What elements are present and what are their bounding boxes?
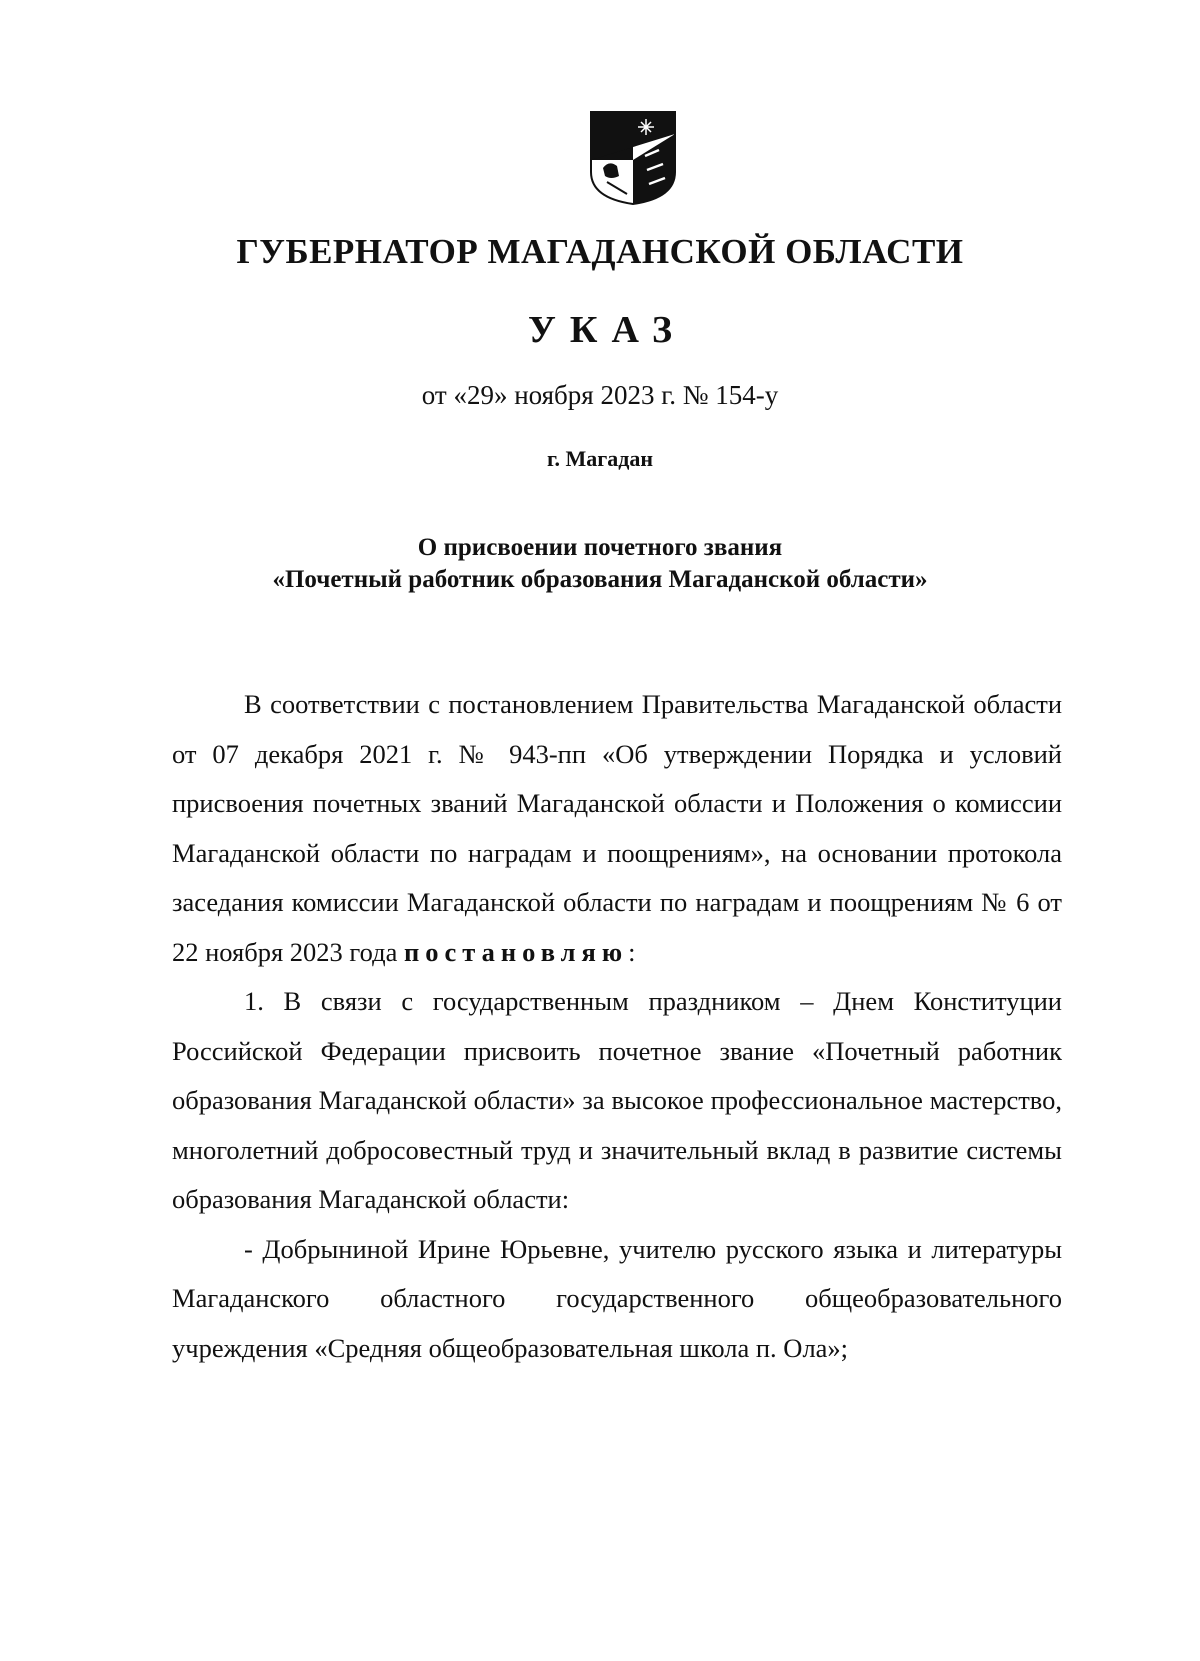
document-date-number: от «29» ноября 2023 г. № 154-у — [421, 380, 779, 410]
decree-word: постановляю — [403, 936, 629, 967]
subject-line-2: «Почетный работник образования Магаданской области» — [272, 566, 928, 593]
preamble-end: : — [628, 936, 636, 967]
document-body — [172, 680, 1062, 1373]
awardee-paragraph: - Добрыниной Ирине Юрьевне, учителю русского языка и литературы Магаданского областного государственного общеобразовательного учреждения «Средняя общеобразовательная школа п. Ола»; — [172, 1233, 1062, 1363]
coat-of-arms-emblem — [589, 110, 677, 206]
subject-line-1: О присвоении почетного звания — [417, 534, 783, 561]
document-city: г. Магадан — [546, 446, 654, 471]
document-subject — [0, 532, 1200, 596]
issuing-authority-title: ГУБЕРНАТОР МАГАДАНСКОЙ ОБЛАСТИ — [236, 232, 964, 271]
preamble-text: В соответствии с постановлением Правительства Магаданской области от 07 декабря 2021 г. № 943-пп «Об утверждении Порядка и условий присвоения почетных званий Магаданской области и Положения о комиссии Магаданской области по наградам и поощрениям», на основании протокола заседания комиссии Магаданской области по наградам и поощрениям № 6 от 22 ноября 2023 года — [172, 689, 1062, 967]
preamble-paragraph — [172, 680, 1062, 977]
clause-1-paragraph: 1. В связи с государственным праздником – Днем Конституции Российской Федерации присвоить почетное звание «Почетный работник образования Магаданской области» за высокое профессиональное мастерство, многолетний добросовестный труд и значительный вклад в развитие системы образования Магаданской области: — [172, 986, 1062, 1214]
document-type-heading: УКАЗ — [528, 309, 686, 351]
